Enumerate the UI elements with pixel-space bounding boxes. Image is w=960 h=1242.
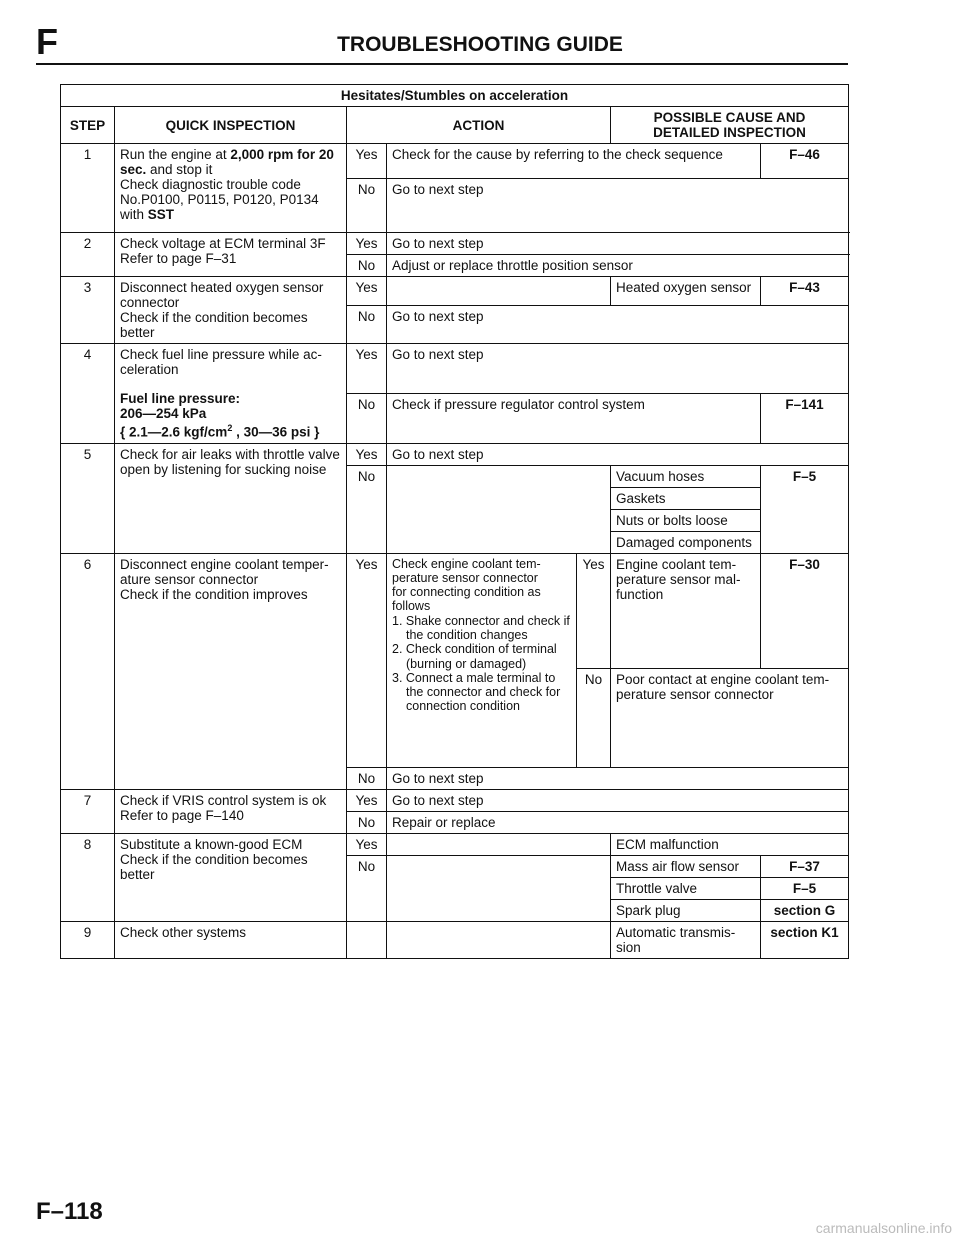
action-text: Go to next step [387,344,849,394]
action-text: Adjust or replace throttle position sensor [387,255,849,277]
cause-text: Engine coolant tem- perature sensor mal- function [611,553,761,668]
cause-text: ECM malfunction [611,833,849,855]
action-text: Check for the cause by referring to the check sequence [387,144,761,179]
step-number: 5 [61,443,115,553]
table-row [61,277,849,306]
cause-text: Throttle valve [611,877,761,899]
quick-inspection: Check other systems [115,921,347,958]
ref-page: section K1 [761,921,849,958]
troubleshooting-table [60,84,849,959]
no-label: No [347,465,387,553]
yes-label: Yes [347,277,387,306]
cause-text: Spark plug [611,899,761,921]
action-text: Check if pressure regulator control system [387,393,761,443]
cause-text: Damaged components [611,531,761,553]
action-text [387,277,611,306]
cause-text: Gaskets [611,487,761,509]
action-text [387,833,611,855]
action-text: Go to next step [387,443,849,465]
quick-inspection: Run the engine at 2,000 rpm for 20 sec. and stop it Check diagnostic trouble code No.P0100, P0115, P0120, P0134 with SST [115,144,347,233]
no-label: No [347,393,387,443]
yes-label: Yes [347,789,387,811]
quick-inspection: Substitute a known-good ECM Check if the condition becomes better [115,833,347,921]
table-row [61,921,849,958]
cause-text: Vacuum hoses [611,465,761,487]
col-action: ACTION [347,107,611,144]
table-row [61,789,849,811]
quick-inspection: Check voltage at ECM terminal 3F Refer to page F–31 [115,233,347,277]
action-text: Go to next step [387,789,849,811]
table-row [61,344,849,394]
no-label: No [347,255,387,277]
cause-text: Nuts or bolts loose [611,509,761,531]
step-number: 8 [61,833,115,921]
quick-inspection: Check if VRIS control system is ok Refer to page F–140 [115,789,347,833]
ref-page: F–43 [761,277,849,306]
yes-label: Yes [347,833,387,855]
ref-page: F–5 [761,465,849,553]
col-step: STEP [61,107,115,144]
step-number: 2 [61,233,115,277]
ref-page: F–30 [761,553,849,668]
page-number: F–118 [36,1198,103,1225]
no-label: No [347,811,387,833]
section-letter: F [36,21,58,62]
watermark: carmanualsonline.info [815,1220,952,1236]
quick-inspection: Check for air leaks with throttle valve open by listening for sucking noise [115,443,347,553]
page-title: TROUBLESHOOTING GUIDE [337,33,623,56]
quick-inspection: Disconnect heated oxygen sensor connector Check if the condition becomes better [115,277,347,344]
action-text: Repair or replace [387,811,849,833]
col-quick-inspection: QUICK INSPECTION [115,107,347,144]
yes-label [347,921,387,958]
no-label: No [347,306,387,344]
table-row [61,833,849,855]
action-text: Go to next step [387,306,849,344]
header-rule [36,63,848,65]
yes-label: Yes [347,443,387,465]
no-label: No [347,855,387,921]
cause-text: Mass air flow sensor [611,855,761,877]
action-text: Go to next step [387,233,849,255]
cause-text: Automatic transmis- sion [611,921,761,958]
no-label: No [347,767,387,789]
ref-page: F–141 [761,393,849,443]
yes-label: Yes [577,553,611,668]
quick-inspection: Check fuel line pressure while ac- celeration Fuel line pressure: 206—254 kPa { 2.1—2.6 kgf/$cm^2$ , 30—36 psi } [115,344,347,444]
action-text: Go to next step [387,767,849,789]
step-number: 4 [61,344,115,444]
step-number: 9 [61,921,115,958]
quick-inspection: Disconnect engine coolant temper- ature sensor connector Check if the condition improves [115,553,347,789]
action-text [387,855,611,921]
table-row [61,443,849,465]
action-text [387,465,611,553]
ref-page: section G [761,899,849,921]
table-row [61,233,849,255]
action-text [387,921,611,958]
yes-label: Yes [347,144,387,179]
step-number: 6 [61,553,115,789]
no-label: No [577,668,611,767]
step-number: 7 [61,789,115,833]
table-row [61,144,849,179]
table-row [61,553,849,668]
action-text: Check engine coolant tem- perature sensor connector for connecting condition as follows 1. Shake connector and check if the condition changes 2. Check condition of terminal (burning or damaged) 3. Connect a male terminal to the connector and check for connection condition [387,553,577,767]
step-number: 3 [61,277,115,344]
yes-label: Yes [347,233,387,255]
ref-page: F–46 [761,144,849,179]
no-label: No [347,179,387,233]
cause-text: Poor contact at engine coolant tem- perature sensor connector [611,668,849,767]
col-cause: POSSIBLE CAUSE AND DETAILED INSPECTION [611,107,849,144]
cause-text: Heated oxygen sensor [611,277,761,306]
step-number: 1 [61,144,115,233]
action-text: Go to next step [387,179,849,233]
ref-page: F–5 [761,877,849,899]
ref-page: F–37 [761,855,849,877]
table-title: Hesitates/Stumbles on acceleration [61,85,849,107]
yes-label: Yes [347,344,387,394]
yes-label: Yes [347,553,387,767]
